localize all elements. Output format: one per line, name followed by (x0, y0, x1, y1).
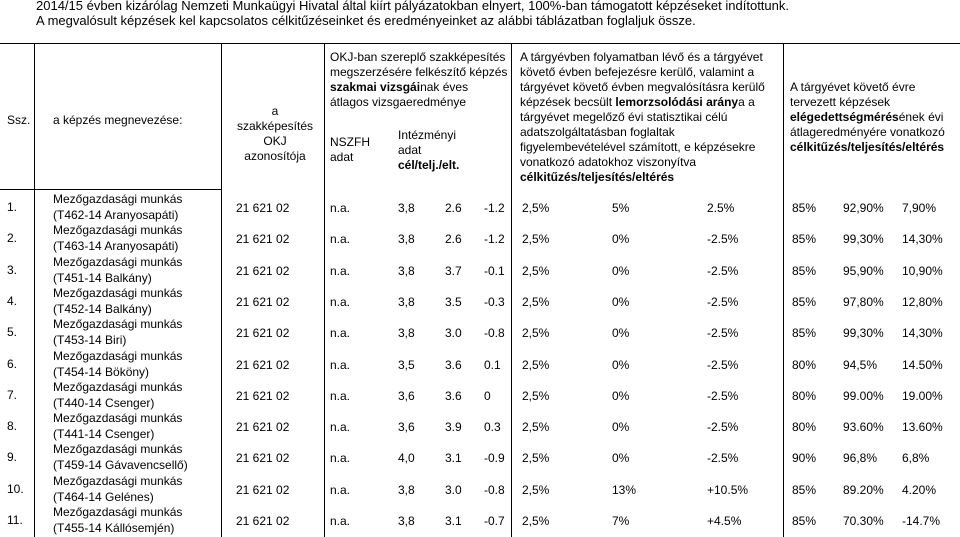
nszfh-cell: n.a. (330, 201, 351, 215)
satisfaction-actual-cell: 94,5% (843, 357, 878, 372)
training-location-line: (T441-14 Csenger) (53, 427, 155, 442)
okj-cell: 21 621 02 (236, 326, 290, 341)
row-number: 9. (7, 450, 18, 465)
exam-target-cell: 4,0 (398, 451, 415, 466)
okj-cell: 21 621 02 (236, 294, 290, 309)
exam-target-cell: 3,8 (398, 482, 415, 497)
exam-actual-cell: 3.9 (445, 420, 462, 435)
satisfaction-diff-cell: 13.60% (902, 420, 943, 435)
training-location-line: (T463-14 Aranyosapáti) (53, 239, 179, 254)
exam-diff-cell: -1.2 (484, 201, 505, 215)
satisfaction-target-cell: 90% (792, 451, 817, 466)
okj-cell: 21 621 02 (236, 357, 290, 372)
training-name-line: Mezőgazdasági munkás (53, 254, 183, 269)
exam-target-cell: 3,6 (398, 420, 415, 435)
row-number: 7. (7, 387, 18, 402)
exam-actual-cell: 3.1 (445, 451, 462, 466)
training-name (53, 379, 182, 411)
dropout-diff-cell: -2.5% (707, 294, 739, 309)
exam-actual-cell: 3.1 (445, 514, 462, 528)
nszfh-cell: n.a. (330, 451, 351, 466)
row-number: 6. (7, 356, 18, 371)
table-divider (783, 43, 784, 537)
exam-diff-cell: 0 (484, 388, 491, 403)
header-intezmenyi-sub: cél/telj./elt. (398, 158, 460, 172)
satisfaction-actual-cell: 89.20% (843, 482, 884, 497)
okj-cell: 21 621 02 (236, 514, 290, 528)
dropout-target-cell: 2,5% (522, 232, 550, 247)
exam-diff-cell: -0.3 (484, 294, 505, 309)
header-intezmenyi: Intézményi adat (398, 128, 457, 157)
satisfaction-actual-cell: 92,90% (843, 201, 884, 215)
dropout-actual-cell: 7% (612, 514, 630, 528)
header-name: a képzés megnevezése: (53, 113, 183, 127)
training-name-line: Mezőgazdasági munkás (53, 411, 183, 426)
training-location-line: (T459-14 Gávavencsellő) (53, 458, 188, 473)
dropout-diff-cell: +10.5% (707, 482, 749, 497)
exam-diff-cell: 0.1 (484, 357, 501, 372)
training-name-line: Mezőgazdasági munkás (53, 348, 183, 363)
row-number: 2. (7, 231, 18, 246)
dropout-target-cell: 2,5% (522, 326, 550, 341)
dropout-target-cell: 2,5% (522, 201, 550, 215)
intro-line-1: 2014/15 évben kizárólag Nemzeti Munkaügyi Hivatal által kiírt pályázatokban elnyert, 100%-ban támogatott képzéseket indítottunk. (36, 0, 789, 13)
exam-diff-cell: 0.3 (484, 420, 501, 435)
dropout-diff-cell: +4.5% (707, 514, 742, 528)
training-location-line: (T451-14 Balkány) (53, 270, 152, 285)
nszfh-cell: n.a. (330, 388, 351, 403)
exam-actual-cell: 3.6 (445, 357, 462, 372)
row-number: 4. (7, 293, 18, 308)
satisfaction-actual-cell: 70.30% (843, 514, 884, 528)
dropout-target-cell: 2,5% (522, 482, 550, 497)
table-divider (0, 189, 222, 190)
exam-actual-cell: 2.6 (445, 201, 462, 215)
exam-target-cell: 3,8 (398, 201, 415, 215)
training-name (53, 348, 182, 380)
training-name-line: Mezőgazdasági munkás (53, 473, 183, 488)
row-number: 10. (7, 481, 24, 496)
okj-cell: 21 621 02 (236, 232, 290, 247)
exam-diff-cell: -0.1 (484, 263, 505, 278)
okj-cell: 21 621 02 (236, 451, 290, 466)
nszfh-cell: n.a. (330, 263, 351, 278)
dropout-diff-cell: -2.5% (707, 263, 739, 278)
satisfaction-target-cell: 85% (792, 294, 817, 309)
satisfaction-target-cell: 85% (792, 514, 817, 528)
exam-diff-cell: -0.8 (484, 482, 505, 497)
satisfaction-diff-cell: 10,90% (902, 263, 943, 278)
training-name (53, 222, 182, 254)
satisfaction-diff-cell: 14,30% (902, 232, 943, 247)
dropout-actual-cell: 0% (612, 326, 630, 341)
dropout-actual-cell: 13% (612, 482, 637, 497)
okj-cell: 21 621 02 (236, 201, 290, 215)
exam-actual-cell: 2.6 (445, 232, 462, 247)
training-location-line: (T453-14 Biri) (53, 333, 127, 348)
dropout-actual-cell: 0% (612, 263, 630, 278)
satisfaction-actual-cell: 97,80% (843, 294, 884, 309)
dropout-target-cell: 2,5% (522, 451, 550, 466)
exam-diff-cell: -0.8 (484, 326, 505, 341)
satisfaction-target-cell: 85% (792, 326, 817, 341)
exam-actual-cell: 3.7 (445, 263, 462, 278)
exam-target-cell: 3,5 (398, 357, 415, 372)
nszfh-cell: n.a. (330, 232, 351, 247)
header-okj: a szakképesítés OKJ azonosítója (236, 104, 314, 163)
satisfaction-target-cell: 80% (792, 388, 817, 403)
training-name (53, 441, 188, 473)
satisfaction-diff-cell: 12,80% (902, 294, 943, 309)
dropout-diff-cell: 2.5% (707, 201, 735, 215)
okj-cell: 21 621 02 (236, 482, 290, 497)
dropout-target-cell: 2,5% (522, 263, 550, 278)
training-name-line: Mezőgazdasági munkás (53, 317, 183, 332)
nszfh-cell: n.a. (330, 357, 351, 372)
dropout-target-cell: 2,5% (522, 420, 550, 435)
satisfaction-actual-cell: 96,8% (843, 451, 878, 466)
training-name (53, 473, 182, 505)
training-name (53, 191, 182, 223)
satisfaction-diff-cell: 4.20% (902, 482, 937, 497)
header-nszfh: NSZFH adat (330, 135, 370, 164)
satisfaction-diff-cell: -14.7% (902, 514, 941, 528)
satisfaction-target-cell: 85% (792, 232, 817, 247)
dropout-diff-cell: -2.5% (707, 420, 739, 435)
satisfaction-target-cell: 85% (792, 201, 817, 215)
training-name-line: Mezőgazdasági munkás (53, 223, 183, 238)
row-number: 5. (7, 325, 18, 340)
dropout-actual-cell: 0% (612, 232, 630, 247)
training-name-line: Mezőgazdasági munkás (53, 379, 183, 394)
dropout-actual-cell: 5% (612, 201, 630, 215)
nszfh-cell: n.a. (330, 514, 351, 528)
nszfh-cell: n.a. (330, 326, 351, 341)
satisfaction-diff-cell: 7,90% (902, 201, 937, 215)
satisfaction-actual-cell: 95,90% (843, 263, 884, 278)
satisfaction-diff-cell: 6,8% (902, 451, 930, 466)
header-satisfaction: A tárgyévet követő évre tervezett képzések elégedettségmérésének évi átlageredményére vonatkozó célkitűzés/teljesítés/eltérés (790, 80, 945, 154)
exam-actual-cell: 3.5 (445, 294, 462, 309)
satisfaction-actual-cell: 99,30% (843, 232, 884, 247)
training-name-line: Mezőgazdasági munkás (53, 442, 183, 457)
training-location-line: (T455-14 Kállósemjén) (53, 521, 175, 535)
exam-target-cell: 3,8 (398, 232, 415, 247)
training-name-line: Mezőgazdasági munkás (53, 192, 183, 206)
exam-target-cell: 3,8 (398, 326, 415, 341)
dropout-actual-cell: 0% (612, 357, 630, 372)
exam-target-cell: 3,8 (398, 294, 415, 309)
table-divider (511, 43, 512, 537)
dropout-diff-cell: -2.5% (707, 451, 739, 466)
header-ssz: Ssz. (7, 113, 31, 127)
row-number: 8. (7, 419, 18, 434)
okj-cell: 21 621 02 (236, 420, 290, 435)
satisfaction-diff-cell: 14.50% (902, 357, 943, 372)
exam-actual-cell: 3.0 (445, 482, 462, 497)
okj-cell: 21 621 02 (236, 263, 290, 278)
exam-actual-cell: 3.0 (445, 326, 462, 341)
training-location-line: (T440-14 Csenger) (53, 395, 155, 410)
dropout-target-cell: 2,5% (522, 294, 550, 309)
training-location-line: (T452-14 Balkány) (53, 301, 152, 316)
satisfaction-actual-cell: 93.60% (843, 420, 884, 435)
training-location-line: (T462-14 Aranyosapáti) (53, 208, 179, 222)
dropout-diff-cell: -2.5% (707, 232, 739, 247)
satisfaction-actual-cell: 99.00% (843, 388, 884, 403)
training-name (53, 254, 182, 286)
row-number: 11. (7, 513, 23, 527)
dropout-target-cell: 2,5% (522, 357, 550, 372)
row-number: 1. (7, 200, 18, 214)
training-name (53, 285, 182, 317)
header-dropout: A tárgyévben folyamatban lévő és a tárgyévet követő évben befejezésre kerülő, valamint a tárgyévet követő évben megvalósításra kerülő képzések becsült lemorzsolódási aránya a tárgyévet megelőző évi statisztikai célú adatszolgáltatásban foglaltak figyelembevételével számított, e képzésekre vonatkozó adatokhoz viszonyítva célkitűzés/teljesítés/eltérés (520, 50, 765, 184)
exam-actual-cell: 3.6 (445, 388, 462, 403)
exam-target-cell: 3,8 (398, 514, 415, 528)
satisfaction-target-cell: 85% (792, 263, 817, 278)
exam-diff-cell: -1.2 (484, 232, 505, 247)
satisfaction-diff-cell: 14,30% (902, 326, 943, 341)
dropout-target-cell: 2,5% (522, 388, 550, 403)
satisfaction-actual-cell: 99,30% (843, 326, 884, 341)
satisfaction-target-cell: 80% (792, 357, 817, 372)
dropout-actual-cell: 0% (612, 294, 630, 309)
satisfaction-target-cell: 80% (792, 420, 817, 435)
table-divider (0, 43, 960, 44)
dropout-diff-cell: -2.5% (707, 326, 739, 341)
table-divider (34, 43, 35, 537)
intro-line-2: A megvalósult képzések kel kapcsolatos célkitűzéseinket és eredményeinket az alábbi táblázatban foglaljuk össze. (36, 13, 696, 28)
dropout-diff-cell: -2.5% (707, 388, 739, 403)
satisfaction-target-cell: 85% (792, 482, 817, 497)
dropout-diff-cell: -2.5% (707, 357, 739, 372)
dropout-actual-cell: 0% (612, 420, 630, 435)
training-name-line: Mezőgazdasági munkás (53, 505, 183, 519)
dropout-target-cell: 2,5% (522, 514, 550, 528)
table-divider (324, 43, 325, 537)
training-name-line: Mezőgazdasági munkás (53, 285, 183, 300)
nszfh-cell: n.a. (330, 294, 351, 309)
dropout-actual-cell: 0% (612, 388, 630, 403)
okj-cell: 21 621 02 (236, 388, 290, 403)
dropout-actual-cell: 0% (612, 451, 630, 466)
training-name (53, 316, 182, 348)
nszfh-cell: n.a. (330, 420, 351, 435)
intro-text (36, 0, 789, 28)
nszfh-cell: n.a. (330, 482, 351, 497)
exam-target-cell: 3,6 (398, 388, 415, 403)
table-divider (221, 43, 222, 537)
training-location-line: (T454-14 Bököny) (53, 364, 150, 379)
satisfaction-diff-cell: 19.00% (902, 388, 943, 403)
exam-diff-cell: -0.9 (484, 451, 505, 466)
header-exam: OKJ-ban szereplő szakképesítés megszerzésére felkészítő képzés szakmai vizsgáinak éves átlagos vizsgaeredménye (330, 50, 508, 109)
exam-target-cell: 3,8 (398, 263, 415, 278)
row-number: 3. (7, 262, 18, 277)
exam-diff-cell: -0.7 (484, 514, 505, 528)
training-name (53, 504, 182, 536)
training-location-line: (T464-14 Gelénes) (53, 489, 154, 504)
training-name (53, 410, 182, 442)
